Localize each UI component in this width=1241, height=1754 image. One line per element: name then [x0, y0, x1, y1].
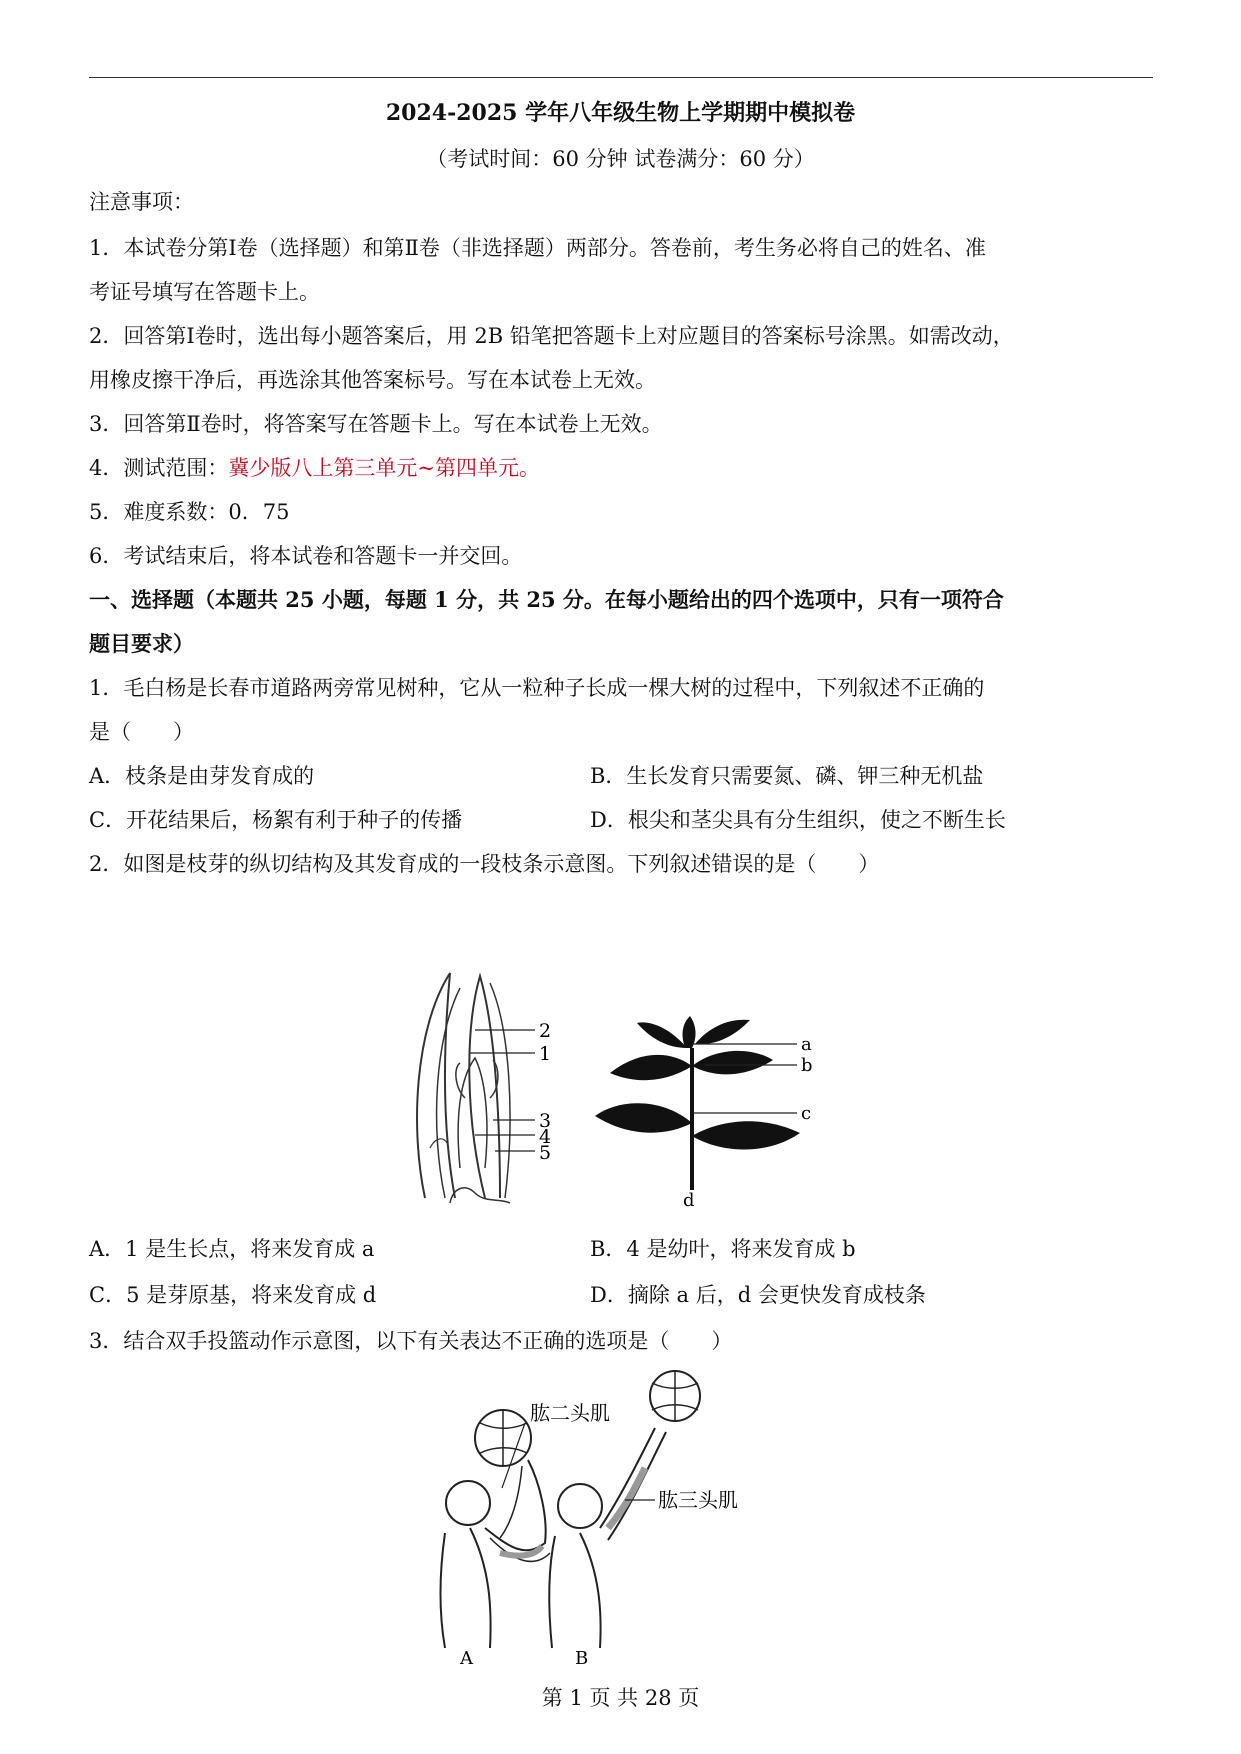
q2-option-b: B．4 是幼叶，将来发育成 b — [590, 1237, 856, 1261]
q3-stem: 3．结合双手投篮动作示意图，以下有关表达不正确的选项是（ ） — [89, 1329, 733, 1353]
notice-item-5: 5．难度系数：0．75 — [89, 500, 290, 524]
branch-label-d: d — [683, 1190, 695, 1211]
bud-label-5: 5 — [539, 1142, 552, 1164]
q1-option-a: A．枝条是由芽发育成的 — [89, 764, 315, 788]
notice-item-4 — [89, 454, 540, 482]
bud-label-4: 4 — [539, 1126, 552, 1148]
notice-heading: 注意事项： — [89, 190, 194, 214]
notice-item-6: 6．考试结束后，将本试卷和答题卡一并交回。 — [89, 544, 523, 568]
q2-stem: 2．如图是枝芽的纵切结构及其发育成的一段枝条示意图。下列叙述错误的是（ ） — [89, 852, 880, 876]
page-footer: 第 1 页 共 28 页 — [541, 1686, 700, 1710]
exam-title: 2024-2025 学年八年级生物上学期期中模拟卷 — [385, 100, 856, 126]
test-scope: 冀少版八上第三单元~第四单元。 — [228, 456, 540, 480]
q2-option-a: A．1 是生长点，将来发育成 a — [89, 1237, 375, 1261]
notice-item-4-prefix: 4．测试范围： — [89, 456, 229, 480]
basketball-shooting-figure — [430, 1368, 810, 1668]
notice-item-1b: 考证号填写在答题卡上。 — [89, 280, 320, 304]
bud-section-drawing — [417, 973, 510, 1203]
q1-option-d: D．根尖和茎尖具有分生组织，使之不断生长 — [590, 808, 1006, 832]
section1-heading-line2: 题目要求） — [89, 631, 194, 656]
notice-item-2b: 用橡皮擦干净后，再选涂其他答案标号。写在本试卷上无效。 — [89, 368, 656, 392]
biceps-label: 肱二头肌 — [530, 1401, 610, 1425]
bud-label-3: 3 — [539, 1110, 552, 1132]
branch-label-c: c — [801, 1103, 812, 1124]
notice-item-2a: 2．回答第Ⅰ卷时，选出每小题答案后，用 2B 铅笔把答题卡上对应题目的答案标号涂黑。如需改动， — [89, 324, 1014, 348]
bud-branch-figure — [405, 968, 825, 1213]
q1-option-b: B．生长发育只需要氮、磷、钾三种无机盐 — [590, 764, 984, 788]
biceps-leader-line — [502, 1423, 525, 1488]
section1-heading-line1: 一、选择题（本题共 25 小题，每题 1 分，共 25 分。在每小题给出的四个选项中，只有一项符合 — [89, 587, 1004, 612]
bud-label-1: 1 — [539, 1043, 552, 1065]
header-rule — [89, 77, 1153, 78]
q2-option-d: D．摘除 a 后，d 会更快发育成枝条 — [590, 1283, 926, 1307]
exam-subtitle: （考试时间：60 分钟 试卷满分：60 分） — [426, 147, 815, 171]
figure-panel-a-drawing — [440, 1410, 550, 1648]
figure-panel-b-label: B — [575, 1648, 589, 1668]
bud-label-2: 2 — [539, 1020, 552, 1042]
notice-item-1a: 1．本试卷分第Ⅰ卷（选择题）和第Ⅱ卷（非选择题）两部分。答卷前，考生务必将自己的姓名、准 — [89, 236, 986, 260]
notice-item-3: 3．回答第Ⅱ卷时，将答案写在答题卡上。写在本试卷上无效。 — [89, 412, 663, 436]
q1-option-c: C．开花结果后，杨絮有利于种子的传播 — [89, 808, 463, 832]
bud-leader-lines — [470, 1030, 535, 1151]
q1-stem-line2: 是（ ） — [89, 720, 194, 744]
q1-stem-line1: 1．毛白杨是长春市道路两旁常见树种，它从一粒种子长成一棵大树的过程中，下列叙述不正确的 — [89, 676, 985, 700]
q2-option-c: C．5 是芽原基，将来发育成 d — [89, 1283, 377, 1307]
branch-drawing — [595, 1016, 800, 1190]
branch-label-b: b — [801, 1055, 813, 1076]
triceps-label: 肱三头肌 — [658, 1488, 738, 1512]
figure-panel-a-label: A — [460, 1648, 473, 1668]
branch-label-a: a — [801, 1034, 812, 1055]
